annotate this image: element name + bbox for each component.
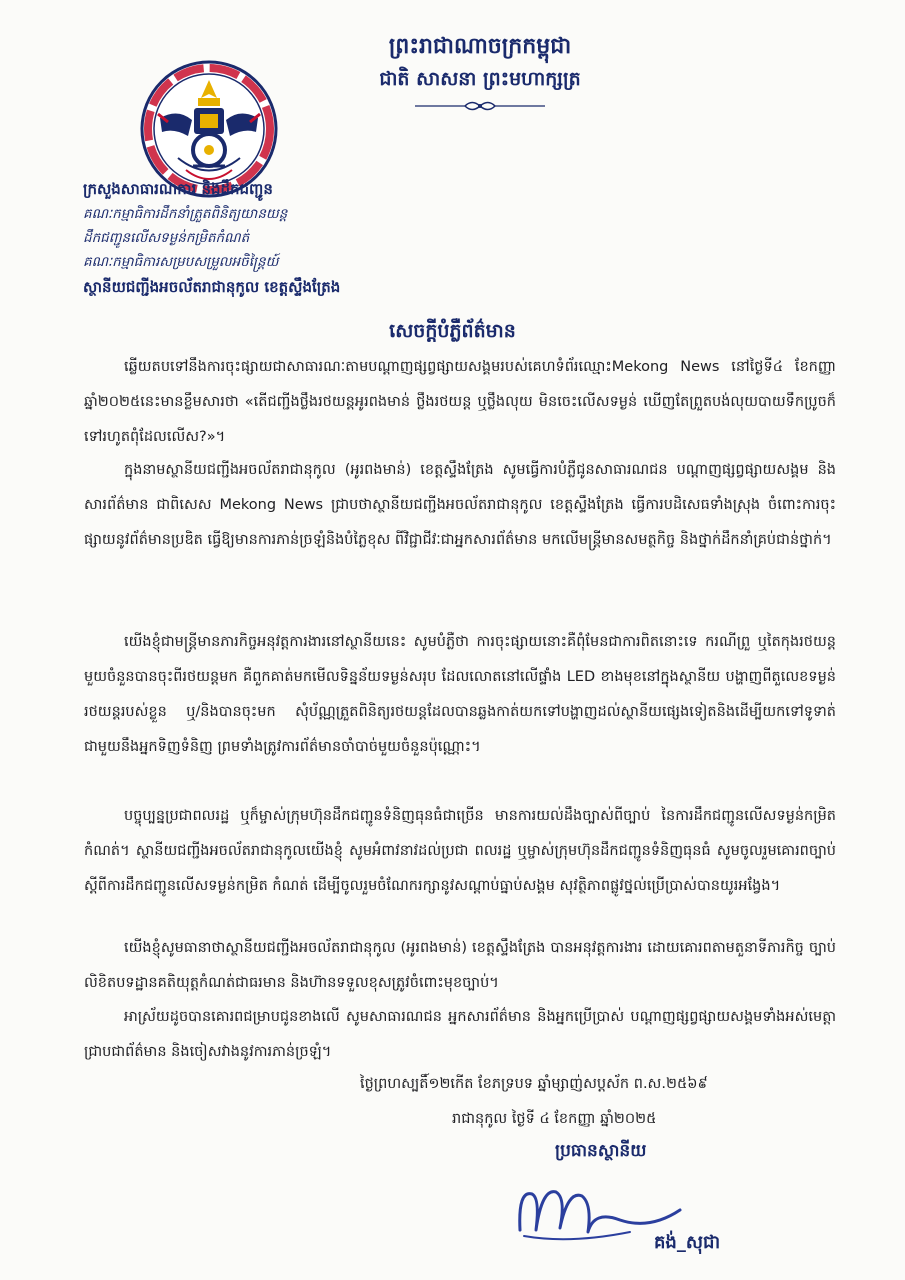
body-paragraph: អាស្រ័យដូចបានគោរពជម្រាបជូនខាងលើ សូមសាធារណជន អ្នកសារព័ត៌មាន និងអ្នកប្រើប្រាស់ បណ្តាញផ្សព្វផ្សាយសង្គមទាំងអស់មេត្តាជ្រាបជាព័ត៌មាន និងចៀសវាងនូវការភាន់ច្រឡំ។ <box>84 1009 836 1060</box>
lunar-date: ថ្ងៃព្រហស្បតិ៍១២កើត ខែភទ្របទ ឆ្នាំម្សាញ់សប្តស័ក ព.ស.២៥៦៩ <box>360 1076 708 1092</box>
national-motto: ជាតិ សាសនា ព្រះមហាក្សត្រ <box>379 68 581 90</box>
document-title: សេចក្តីបំភ្លឺព័ត៌មាន <box>389 320 516 342</box>
committee-line: គណៈកម្មាធិការសម្របសម្រួលអចិន្ត្រៃយ៍ <box>83 254 279 270</box>
committee-line: ដឹកជញ្ជូនលើសទម្ងន់កម្រិតកំណត់ <box>83 230 250 246</box>
kingdom-name: ព្រះរាជាណាចក្រកម្ពុជា <box>388 34 572 59</box>
signer-title: ប្រធានស្ថានីយ <box>555 1141 647 1161</box>
body-paragraph: យើងខ្ញុំសូមធានាថាស្ថានីយជញ្ជីងអចល័តរាជានុកូល (អូរពងមាន់) ខេត្តស្ទឹងត្រែង បានអនុវត្តការងារ ដោយគោរពតាមតួនាទីភារកិច្ច ច្បាប់ លិខិតបទដ្ឋានគតិយុត្តកំណត់ជាធរមាន និងហ៊ានទទួលខុសត្រូវចំពោះមុខច្បាប់។ <box>84 940 836 991</box>
body-paragraph: ក្នុងនាមស្ថានីយជញ្ជីងអចល័តរាជានុកូល (អូរពងមាន់) ខេត្តស្ទឹងត្រែង សូមធ្វើការបំភ្លឺជូនសាធារណជន បណ្តាញផ្សព្វផ្សាយសង្គម និងសារព័ត៌មាន ជាពិសេស Mekong News ជ្រាបថាស្ថានីយជញ្ជីងអចល័តរាជានុកូល ខេត្តស្ទឹងត្រែង ធ្វើការបដិសេធទាំងស្រុង ចំពោះការចុះផ្សាយនូវព័ត៌មានប្រឌិត ធ្វើឱ្យមានការភាន់ច្រឡំនិងបំភ្លៃខុស ពីវិជ្ជាជីវៈជាអ្នកសារព័ត៌មាន មកលើមន្ត្រីមានសមត្ថកិច្ច និងថ្នាក់ដឹកនាំគ្រប់ជាន់ថ្នាក់។ <box>84 462 836 548</box>
body-paragraph: យើងខ្ញុំជាមន្ត្រីមានភារកិច្ចអនុវត្តការងារនៅស្ថានីយនេះ សូមបំភ្លឺថា ការចុះផ្សាយនោះគឺពុំមែនជាការពិតនោះទេ ករណីព្រួ ឬតៃកុងរថយន្តមួយចំនួនបានចុះពីរថយន្តមក គឺពួកគាត់មកមើលទិន្នន័យទម្ងន់សរុប ដែលលោតនៅលើផ្ទាំង LED ខាងមុខនៅក្នុងស្ថានីយ បង្ហាញពីតួលេខទម្ងន់រថយន្តរបស់ខ្លួន ឬ/និងបានចុះមក សុំប័ណ្ណត្រួតពិនិត្យរថយន្តដែលបានឆ្លងកាត់យកទៅបង្ហាញដល់ស្ថានីយផ្សេងទៀតនិងដើម្បីយកទៅទូទាត់ ជាមួយនឹងអ្នកទិញទំនិញ ព្រមទាំងត្រូវការព័ត៌មានចាំបាច់មួយចំនួនប៉ុណ្ណោះ។ <box>84 634 836 755</box>
signer-name: គង់_សុជា <box>654 1232 721 1253</box>
solar-date: រាជានុកូល ថ្ងៃទី ៤ ខែកញ្ញា ឆ្នាំ២០២៥ <box>452 1111 657 1127</box>
ministry-name: ក្រសួងសាធារណការ និងដឹកជញ្ជូន <box>83 180 273 198</box>
ornament-divider-icon <box>415 98 545 114</box>
date-block <box>360 1067 840 1137</box>
sender-block <box>83 176 563 300</box>
body-paragraph: ឆ្លើយតបទៅនឹងការចុះផ្សាយជាសាធារណៈតាមបណ្តាញផ្សព្វផ្សាយសង្គមរបស់គេហទំព័រឈ្មោះMekong News នៅថ្ងៃទី៤ ខែកញ្ញា ឆ្នាំ២០២៥នេះមានខ្លឹមសារថា «តើជញ្ជីងថ្លឹងរថយន្តអូរពងមាន់ ថ្លឹងរថយន្ត ឬថ្លឹងលុយ មិនចេះលើសទម្ងន់ ឃើញតែព្រួតបង់លុយបាយទឹកប្រូចក៏ទៅរហូតពុំដែលលើស?»។ <box>84 359 836 445</box>
body-paragraph: បច្ចុប្បន្នប្រជាពលរដ្ឋ ឬក៏ម្ចាស់ក្រុមហ៊ុនដឹកជញ្ជូនទំនិញធុនធំជាច្រើន មានការយល់ដឹងច្បាស់ពីច្បាប់ នៃការដឹកជញ្ជូនលើសទម្ងន់កម្រិតកំណត់។ ស្ថានីយជញ្ជីងអចល័តរាជានុកូលយើងខ្ញុំ សូមអំពាវនាវដល់ប្រជា ពលរដ្ឋ ឬម្ចាស់ក្រុមហ៊ុនដឹកជញ្ជូនទំនិញធុនធំ សូមចូលរួមគោរពច្បាប់ស្តីពីការដឹកជញ្ជូនលើសទម្ងន់កម្រិត កំណត់ ដើម្បីចូលរួមចំណែករក្សានូវសណ្តាប់ធ្នាប់សង្គម សុវត្ថិភាពផ្លូវថ្នល់ប្រើប្រាស់បានយូរអង្វែង។ <box>84 808 836 894</box>
station-name: ស្ថានីយជញ្ជីងអចល័តរាជានុកូល ខេត្តស្ទឹងត្រែង <box>83 278 341 296</box>
national-header <box>330 30 630 114</box>
committee-line: គណៈកម្មាធិការដឹកនាំត្រួតពិនិត្យយានយន្ត <box>83 206 288 222</box>
